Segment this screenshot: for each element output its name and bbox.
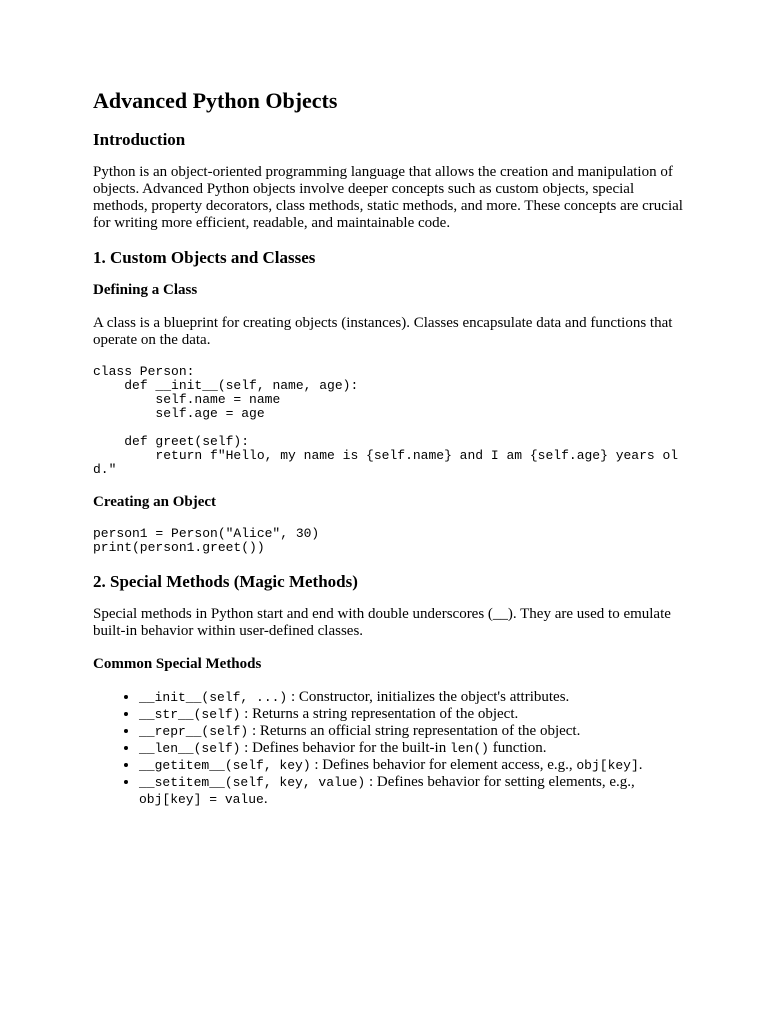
special-methods-list — [93, 689, 683, 808]
section2-heading: 2. Special Methods (Magic Methods) — [93, 572, 358, 591]
method-description: : Returns an official string representation of the object. — [248, 723, 581, 739]
method-description: : Returns a string representation of the object. — [240, 706, 519, 722]
inline-code: len() — [449, 741, 489, 756]
creating-object-heading: Creating an Object — [93, 494, 217, 510]
inline-code: obj[key] — [576, 758, 639, 773]
intro-paragraph: Python is an object-oriented programming language that allows the creation and manipulation of objects. Advanced Python objects involve deeper concepts such as custom objects, special methods, property decorators, class methods, static methods, and more. These concepts are crucial for writing more efficient, readable, and maintainable code. — [93, 164, 683, 231]
page-title: Advanced Python Objects — [93, 88, 338, 113]
defining-class-heading: Defining a Class — [93, 282, 198, 298]
list-item — [139, 689, 683, 706]
method-description: : Defines behavior for element access, e.g., — [310, 757, 577, 773]
common-methods-heading: Common Special Methods — [93, 656, 262, 672]
method-description: : Defines behavior for the built-in — [240, 740, 450, 756]
method-signature: __len__(self) — [139, 741, 241, 756]
method-signature: __repr__(self) — [139, 724, 249, 739]
method-signature: __getitem__(self, key) — [139, 758, 311, 773]
list-item — [139, 774, 683, 808]
method-signature: __init__(self, ...) — [139, 690, 288, 705]
create-object-code-block: person1 = Person("Alice", 30) print(person1.greet()) — [93, 526, 320, 555]
intro-heading: Introduction — [93, 130, 186, 149]
document-content — [93, 88, 683, 808]
method-description-tail: . — [638, 757, 643, 773]
special-methods-paragraph: Special methods in Python start and end with double underscores (__). They are used to emulate built-in behavior within user-defined classes. — [93, 606, 671, 639]
method-signature: __str__(self) — [139, 707, 241, 722]
defining-class-paragraph: A class is a blueprint for creating objects (instances). Classes encapsulate data and functions that operate on the data. — [93, 315, 673, 348]
method-signature: __setitem__(self, key, value) — [139, 775, 366, 790]
method-description-tail: . — [263, 791, 268, 807]
list-item — [139, 706, 683, 723]
list-item — [139, 723, 683, 740]
method-description: : Constructor, initializes the object's attributes. — [287, 689, 570, 705]
list-item — [139, 740, 683, 757]
section1-heading: 1. Custom Objects and Classes — [93, 248, 316, 267]
inline-code: obj[key] = value — [139, 792, 264, 807]
method-description: : Defines behavior for setting elements, e.g., — [365, 774, 635, 790]
method-description-tail: function. — [488, 740, 547, 756]
list-item — [139, 757, 683, 774]
person-class-code-block: class Person: def __init__(self, name, age): self.name = name self.age = age def greet(self): return f"Hello, my name is {self.name} and I am {self.age} years old." — [93, 364, 679, 477]
